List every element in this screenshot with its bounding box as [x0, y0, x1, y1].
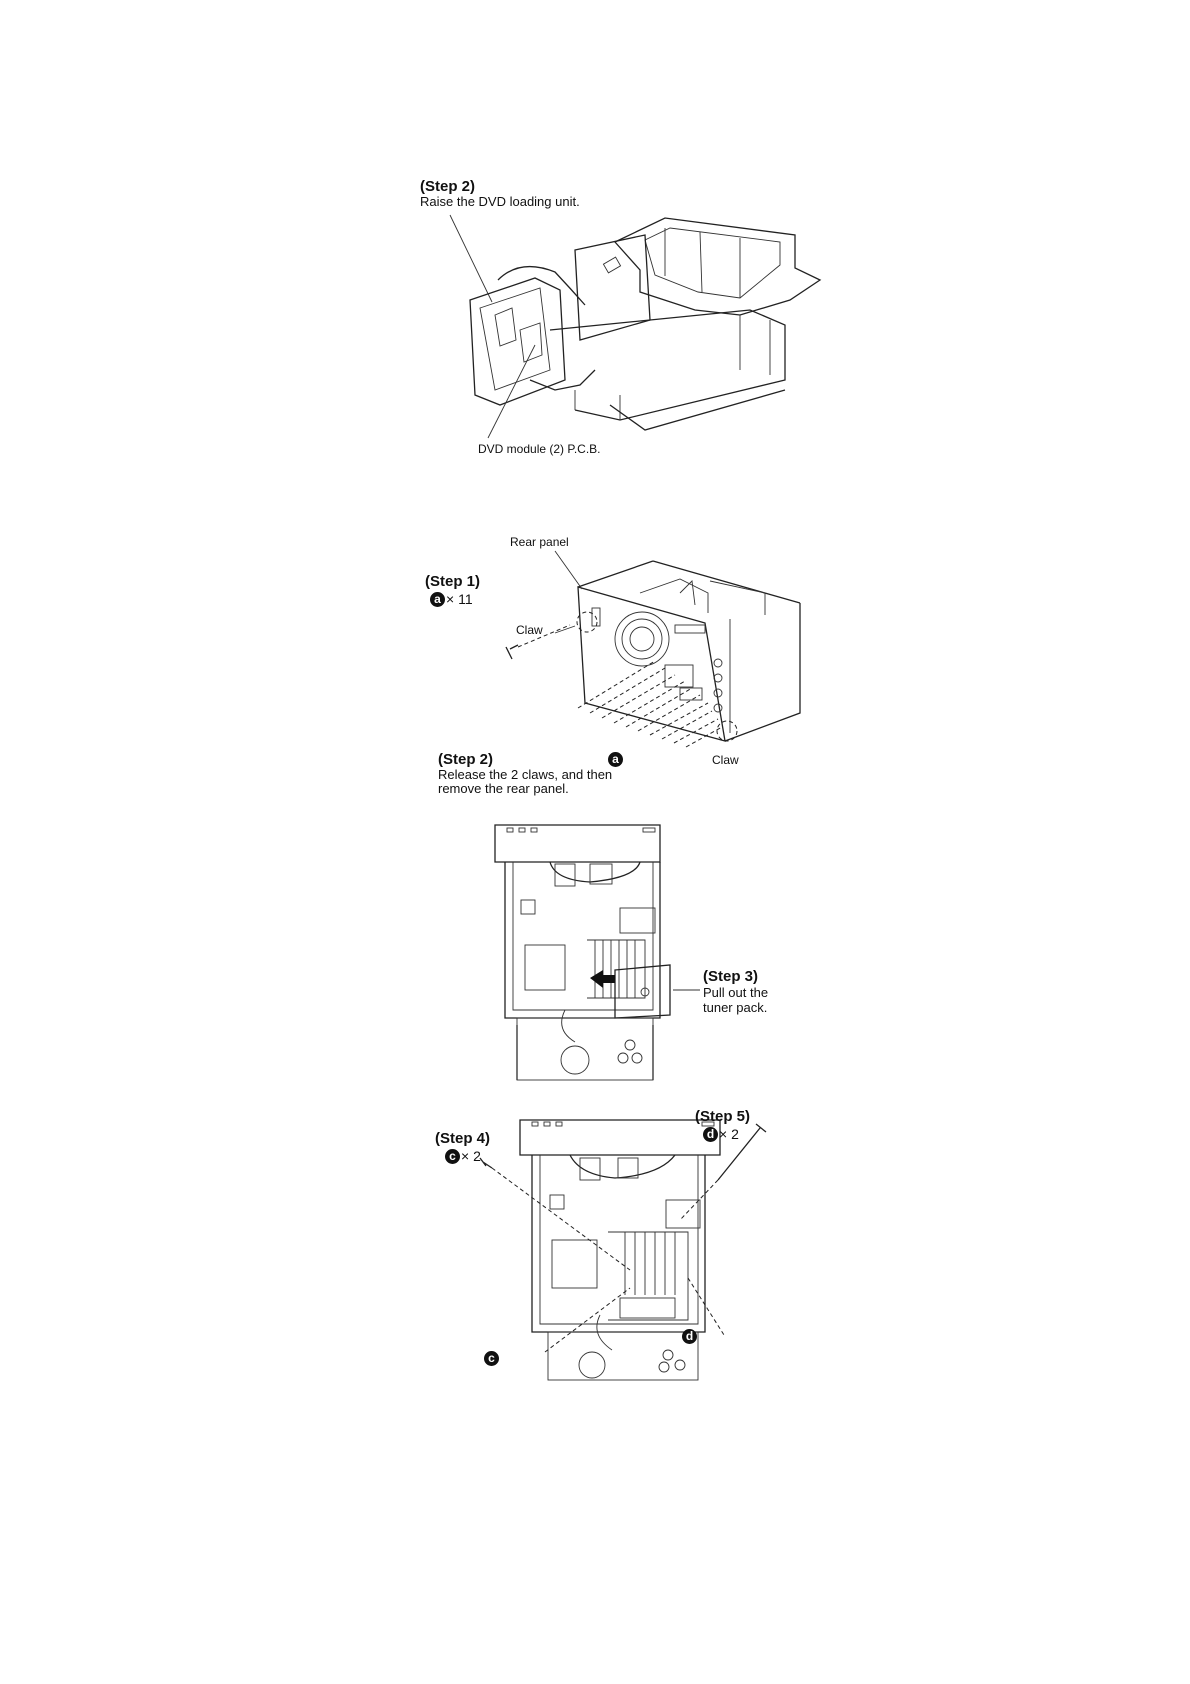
screw-a-callout-mark: a: [608, 752, 623, 767]
dvd-step2-label: (Step 2): [420, 178, 476, 195]
screws-illustration: [440, 1110, 820, 1380]
screw-d-mark: d: [703, 1127, 718, 1142]
screws-step5-label: (Step 5): [695, 1108, 751, 1125]
tuner-step3-line1: Pull out the: [703, 985, 769, 1000]
rear-step1-quantity: [430, 591, 473, 607]
rear-panel-label: Rear panel: [510, 535, 569, 549]
claw-left-label: Claw: [516, 623, 543, 637]
rear-step2-line1: Release the 2 claws, and then: [438, 767, 613, 782]
tuner-illustration: [495, 820, 795, 1080]
rear-step1-label: (Step 1): [425, 573, 481, 590]
figure-screws: [435, 1108, 820, 1380]
rear-panel-illustration: [460, 553, 800, 793]
screw-c-quantity: × 2: [461, 1148, 481, 1165]
rear-step2-label: (Step 2): [438, 751, 494, 768]
tuner-step3-label: (Step 3): [703, 968, 759, 985]
screw-d-callout: [682, 1328, 697, 1344]
screws-step4-label: (Step 4): [435, 1130, 491, 1147]
screw-a-quantity: × 11: [446, 591, 473, 608]
screws-step4-quantity: [445, 1148, 481, 1164]
rear-step2-line2: remove the rear panel.: [438, 781, 569, 796]
screw-d-quantity: × 2: [719, 1126, 739, 1143]
screw-a-mark: a: [430, 592, 445, 607]
screw-c-mark: c: [445, 1149, 460, 1164]
claw-right-label: Claw: [712, 753, 739, 767]
dvd-step2-instruction: Raise the DVD loading unit.: [420, 194, 580, 209]
screw-a-callout: [608, 751, 623, 767]
screw-d-callout-mark: d: [682, 1329, 697, 1344]
screw-c-callout-mark: c: [484, 1351, 499, 1366]
figure-tuner-pack: [495, 820, 795, 1080]
figure-dvd-loading-unit: [420, 178, 820, 480]
figure-rear-panel: [425, 535, 800, 796]
screws-step5-quantity: [703, 1126, 739, 1142]
dvd-module-pcb-label: DVD module (2) P.C.B.: [478, 442, 601, 456]
screw-c-callout: [484, 1350, 499, 1366]
tuner-step3-line2: tuner pack.: [703, 1000, 768, 1015]
dvd-unit-illustration: [440, 180, 820, 480]
